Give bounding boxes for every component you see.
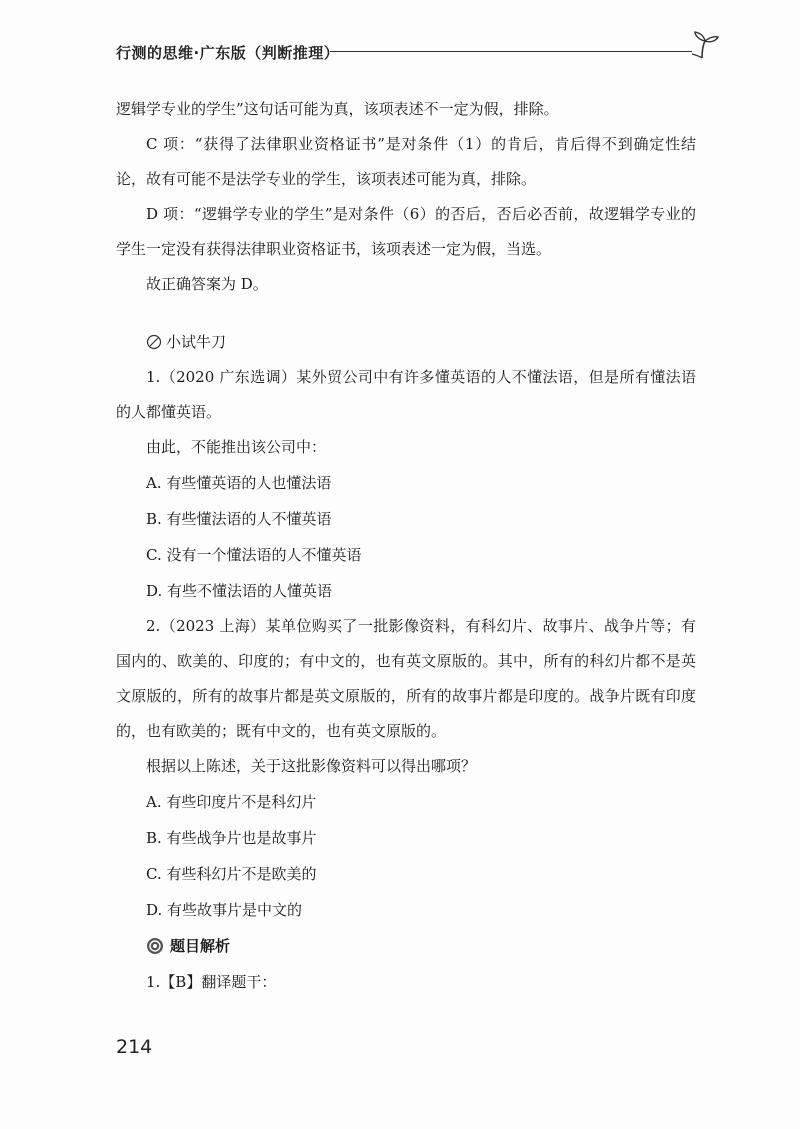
analysis-line-1: 1.【B】翻译题干： xyxy=(146,973,277,991)
section-gap xyxy=(116,302,696,324)
practice-heading-text: 小试牛刀 xyxy=(166,333,227,351)
question-2-ask: 根据以上陈述，关于这批影像资料可以得出哪项？ xyxy=(146,757,477,775)
page-content xyxy=(116,92,696,1000)
analysis-heading xyxy=(116,928,696,964)
body-paragraph-option-d: D 项：“逻辑学专业的学生”是对条件（6）的否后，否后必否前，故逻辑学专业的学生一定没有获得法律职业资格证书，该项表述一定为假，当选。 xyxy=(116,205,696,258)
header-title: 行测的思维·广东版（判断推理） xyxy=(116,44,340,62)
analysis-badge-icon xyxy=(146,937,164,955)
analysis-heading-text: 题目解析 xyxy=(170,937,231,955)
pencil-icon xyxy=(146,334,162,350)
header-rule xyxy=(330,51,692,52)
question-1-option-b: B. 有些懂法语的人不懂英语 xyxy=(146,510,332,528)
question-2-option-a: A. 有些印度片不是科幻片 xyxy=(146,793,317,811)
page-number: 214 xyxy=(116,1036,153,1058)
question-1-option-d: D. 有些不懂法语的人懂英语 xyxy=(146,582,333,600)
question-1-stem: 1.（2020 广东选调）某外贸公司中有许多懂英语的人不懂法语，但是所有懂法语的人都懂英语。 xyxy=(116,368,696,421)
body-paragraph-1: 逻辑学专业的学生”这句话可能为真，该项表述不一定为假，排除。 xyxy=(116,100,559,118)
body-paragraph-answer: 故正确答案为 D。 xyxy=(146,275,268,293)
question-1-ask: 由此，不能推出该公司中： xyxy=(146,438,327,456)
question-2-option-b: B. 有些战争片也是故事片 xyxy=(146,829,317,847)
running-header xyxy=(116,30,716,66)
sprout-icon xyxy=(690,30,720,60)
practice-heading xyxy=(116,324,696,360)
question-2-option-d: D. 有些故事片是中文的 xyxy=(146,901,303,919)
body-paragraph-option-c: C 项：“获得了法律职业资格证书”是对条件（1）的肯后，肯后得不到确定性结论，故有可能不是法学专业的学生，该项表述可能为真，排除。 xyxy=(116,135,696,188)
question-1-option-a: A. 有些懂英语的人也懂法语 xyxy=(146,474,332,492)
question-1-option-c: C. 没有一个懂法语的人不懂英语 xyxy=(146,546,362,564)
question-2-stem: 2.（2023 上海）某单位购买了一批影像资料，有科幻片、故事片、战争片等；有国内的、欧美的、印度的；有中文的，也有英文原版的。其中，所有的科幻片都不是英文原版的，所有的故事片都是英文原版的，所有的故事片都是印度的。战争片既有印度的，也有欧美的；既有中文的，也有英文原版的。 xyxy=(116,617,696,740)
question-2-option-c: C. 有些科幻片不是欧美的 xyxy=(146,865,317,883)
